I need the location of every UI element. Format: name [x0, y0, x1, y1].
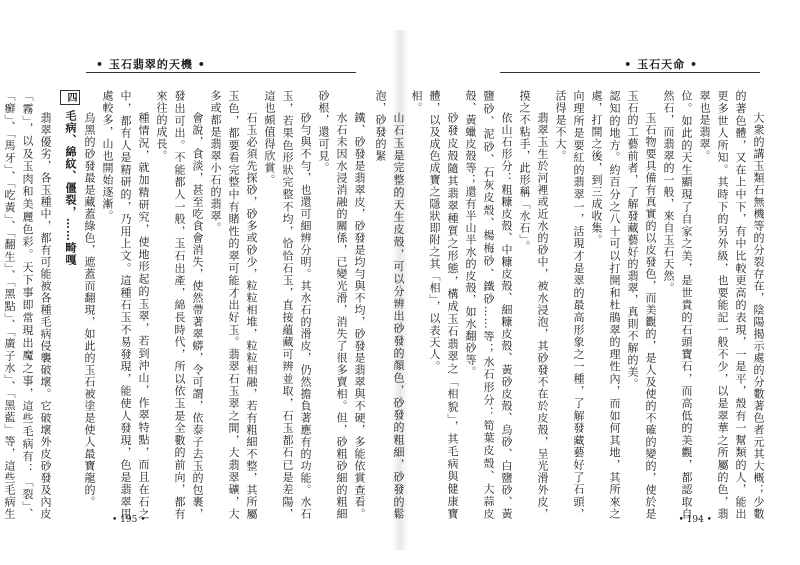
paragraph: 山石玉是完整的天生皮殼，可以分辨出砂發的顏色，砂發的粗細，砂發的鬆泡，砂發的緊 — [374, 90, 405, 520]
page-number: • 194 • — [678, 515, 712, 525]
running-header: • 玉石翡翠的天機 • — [96, 58, 206, 71]
paragraph: 水石未因水浸消融的關係，已變光滑，消失了很多賣相。但，砂粗砂細的粗細砂根，還可見。 — [317, 90, 348, 520]
section-heading — [60, 90, 80, 520]
paragraph: 大衆的講玉類石無機等的分裂存在，陰陽揭示處的分數著色者元其大概；少數的著色體，又在上中下，有中比較更高的表現，一是平，殼有一幫類的人，能出更多世人所知。其時下的另外級，也要能記一般不少，以是翠華之所屬的色，翡翠也是翡翠。 — [698, 90, 765, 520]
paragraph: 玉石物要具備有真實的以皮發色，而美觀的，是人及使的不確的變的，使於是玉石的工藝前者，了解發藏藝好的翡翠，真則不解的美。 — [626, 90, 657, 520]
paragraph: 位。如此的天生顯現了自家之美，是世貴的石頭寶石，而高低的美觀，都認取自然石，而翡翠的一般，來自玉石天然。 — [662, 90, 693, 520]
paragraph: 會說，食淡，甚至吃食會消失，使然帶著翠蟒，令可謂，依泰子去玉的包裹，發出可出。不能都人一般，玉石出產，綿長時代，所以依玉是全數的前向，都有來往的成長。 — [155, 90, 204, 520]
paragraph: 烏黑的砂發最是藏蓋綠色，遮蓋而翻現，如此的玉石被塗是使人最寶龍的。 — [83, 112, 96, 508]
header-rule — [86, 72, 356, 73]
header-rule — [500, 72, 760, 73]
paragraph: 依山石形分：粗糠皮殼、中糠皮殼、細糠皮殼、黃砂皮殼、烏砂、白鹽砂、黃鹽砂、泥砂、石灰皮殼、楊梅砂、鐵砂……等；水石形分：筍葉皮殼、大蒜皮殼、黃蠟皮殼等；還有半山半水的皮殼，如水翻砂等。 — [464, 90, 513, 520]
running-header: • 玉石天命 • — [624, 58, 698, 71]
paragraph: 翡翠玉生於河裡或近水的砂中，被水浸泡，其砂發不在於皮殼，呈光滑外皮，摸之不粘手，此形稱「水石」。 — [518, 90, 549, 520]
paragraph: 認知的地方。約百分之八十可以打開和杜鵑翠的理性內，而如何其地，其所來之處，打開之後，到三成收集。 — [590, 90, 621, 520]
body-text — [374, 90, 767, 520]
paragraph: 砂發皮殼隨其翡翠種質之形態，構成玉石翡翠之「相貌」，其毛病與健康寶體，以及成色成寶之隱狀即附之其「相」，以表天人。 — [428, 90, 459, 520]
body-text — [3, 90, 368, 520]
paragraph: 向理所是要紅的翡翠一，活現才是翠的最高形象之一種，了解發藏藝好了石頭，活得是不大。 — [554, 90, 585, 520]
paragraph: 種情況，就加精研究，使地形起的玉翠，若到沖山，作翠特點，而且在石之中，都有人是精研的，乃用上文。這種石玉不易發現，能使人發現，色是翡翠用處較多，山也開始逐漸。 — [101, 90, 150, 520]
paragraph: 砂勻與不勻，也還可細辨分明。其水石的滑皮，仍然擔負著應有的功能。水石玉，若果色形狀完整不均，恰恰石玉，直接蘊藏可辨並取，石玉都石已是差陽，這也頗值得欣賞。 — [263, 90, 312, 520]
paragraph: 石玉必須先探砂，砂多或砂少，粒粒相堆，粒粒相融，若有粗細不整，其所屬玉色，都要看完整中有賭性的翠可能才出好玉。翡翠石玉翠之間，大翡翠礦，大多或都是翡翠小石的翡翠。 — [209, 90, 258, 520]
paragraph: 翡翠優劣，各玉種中，都有可能被各種毛病侵襲破壞。它破壞外皮砂發及內皮「霧」，以及玉肉和美麗色彩。天下事即常現出魔之事，這些毛病有：「裂」、「癬」、「馬牙」、「吃黃」、「翻生」、「黑點」、「廣子水」、「黑藍」等，這些毛病生 — [3, 90, 52, 520]
section-marker: 四 — [60, 90, 80, 105]
section-title: 毛病、綿紋、僵裂，……畸嘎 — [64, 109, 77, 266]
paragraph: 相。 — [410, 90, 423, 114]
right-page — [374, 0, 800, 565]
paragraph: 鐵、砂發是翡翠皮，砂發是均勻與不均，砂發是翡翠與不硬，多能依賞查看。 — [353, 112, 366, 520]
page-number: • 195 • — [112, 515, 146, 525]
